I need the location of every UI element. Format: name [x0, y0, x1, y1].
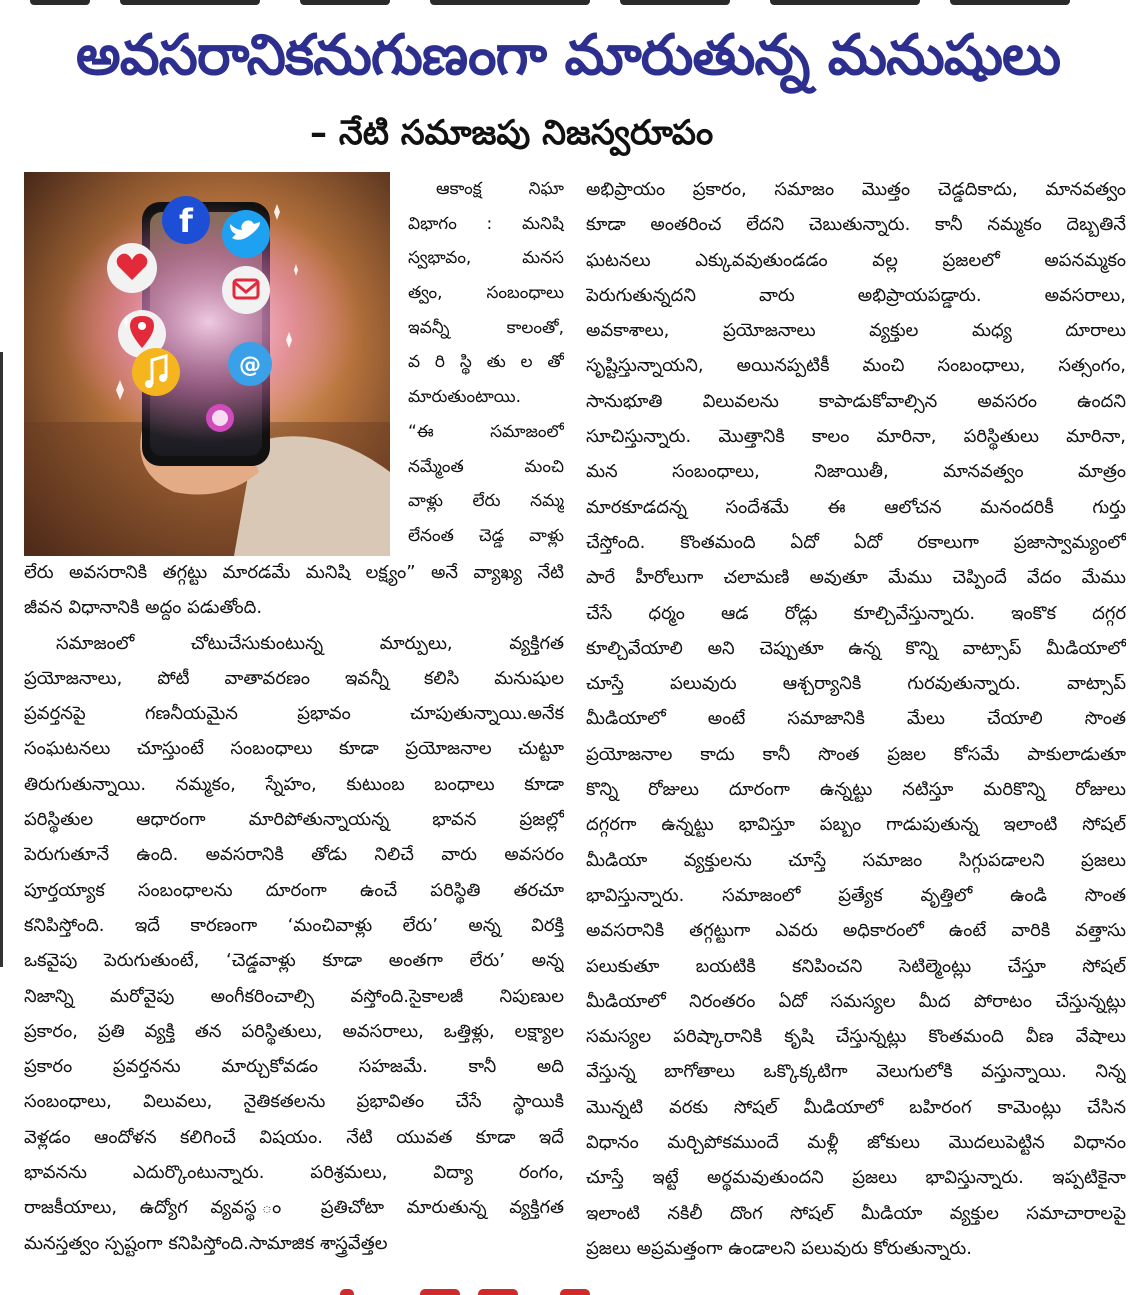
body-text-line: లేరు అవసరానికి తగ్గట్టు మారడమే మనిషి లక్ష్యం” అనే వ్యాఖ్య నేటి — [24, 562, 564, 583]
body-text-line: ప్రయోజనాల కాదు కానీ సొంత ప్రజల కోసమే పాకులాడుతూ — [586, 743, 1126, 765]
twitter-icon — [222, 210, 270, 258]
narrow-text-line: స్వభావం, మనస — [408, 248, 564, 269]
narrow-text-line: వ రి స్థి తు ల తో — [408, 352, 564, 373]
body-text-line: ప్రకారం, ప్రతి వ్యక్తి తన పరిస్థితులు, అవసరాలు, ఒత్తిళ్లు, లక్ష్యాల — [24, 1020, 564, 1042]
body-text-line: మీడియాలో అంటే సమాజానికి మేలు చేయాలి సొంత — [586, 708, 1126, 730]
music-icon — [132, 348, 180, 396]
body-text-line: కూడా అంతరించ లేదని చెబుతున్నారు. కానీ నమ్మకం దెబ్బతినే — [586, 214, 1126, 236]
body-text-line: కనిపిస్తోంది. ఇదే కారణంగా ‘మంచివాళ్లు లేరు’ అన్న విరక్తి — [24, 914, 564, 936]
narrow-text-column — [408, 172, 564, 554]
body-text-line: పూర్తయ్యాక సంబంధాలను దూరంగా ఉంచే పరిస్థితి తరచూ — [24, 879, 564, 901]
body-text-line: ఒకవైపు పెరుగుతుంటే, ‘చెడ్డవాళ్లు కూడా అంతగా లేరు’ అన్న — [24, 950, 564, 972]
narrow-text-line: విభాగం : మనిషి — [408, 213, 564, 234]
bottom-clipped-strip — [0, 1285, 1136, 1295]
top-clipped-text-strip — [0, 0, 1136, 8]
narrow-text-line: త్వం, సంబంధాలు — [408, 283, 564, 304]
body-text-line: ప్రవర్తనపై గణనీయమైన ప్రభావం చూపుతున్నాయి.అనేక — [24, 703, 564, 725]
body-text-line: సూచిస్తున్నారు. మొత్తానికి కాలం మారినా, పరిస్థితులు మారినా, — [586, 426, 1126, 448]
body-text-line: సమాజంలో చోటుచేసుకుంటున్న మార్పులు, వ్యక్తిగత — [56, 632, 564, 654]
body-text-line: వెళ్లడం ఆందోళన కలిగించే విషయం. నేటి యువత కూడా ఇదే — [24, 1126, 564, 1148]
body-text-line: విధానం మర్చిపోకముందే మళ్లీ జోకులు మొదలుపెట్టిన విధానం — [586, 1132, 1126, 1154]
at-sign-icon — [228, 342, 272, 386]
mail-icon — [222, 266, 270, 314]
narrow-text-line: మారుతుంటాయి. — [408, 387, 521, 408]
narrow-text-line: నమ్మేంత మంచి — [408, 456, 564, 477]
body-text-line: భావనను ఎదుర్కొంటున్నారు. పరిశ్రమలు, విద్యా రంగం, — [24, 1162, 564, 1184]
body-text-line: సంఘటనలు చూస్తుంటే సంబంధాలు కూడా ప్రయోజనాల చుట్టూ — [24, 738, 564, 760]
body-text-line: మారకూడదన్న సందేశమే ఈ ఆలోచన మనందరికీ గుర్తు — [586, 496, 1126, 518]
body-text-line: చూస్తే ఇట్టే అర్థమవుతుందని ప్రజలు భావిస్తున్నారు. ఇప్పటికైనా — [586, 1167, 1126, 1189]
body-text-line: పారే హీరోలుగా చలామణి అవుతూ మేము చెప్పిందే వేదం మేము — [586, 567, 1126, 589]
body-text-line: ప్రకారం ప్రవర్తనను మార్చుకోవడం సహజమే. కానీ అది — [24, 1056, 564, 1078]
body-text-line: పరిస్థితుల ఆధారంగా మారిపోతున్నాయన్న భావన ప్రజల్లో — [24, 809, 564, 831]
body-text-line: అవసరానికి తగ్గట్టుగా ఎవరు అధికారంలో ఉంటే వారికి వత్తాసు — [586, 920, 1126, 942]
body-text-line: తిరుగుతున్నాయి. నమ్మకం, స్నేహం, కుటుంబ బంధాలు కూడా — [24, 773, 564, 795]
body-text-line: చేస్తోంది. కొంతమంది ఏదో ఏదో రకాలుగా ప్రజాస్వామ్యంలో — [586, 531, 1126, 553]
right-text-column — [586, 172, 1126, 1266]
body-text-line: చేసే ధర్మం ఆడ రోడ్లు కూల్చివేస్తున్నారు. ఇంకొక దగ్గర — [586, 602, 1126, 624]
body-text-line: చూస్తే పలువురు ఆశ్చర్యానికి గురవుతున్నారు. వాట్సాప్ — [586, 673, 1126, 695]
body-text-line: అభిప్రాయం ప్రకారం, సమాజం మొత్తం చెడ్డదికాదు, మానవత్వం — [586, 179, 1126, 200]
body-text-line: దగ్గరగా ఉన్నట్టు భావిస్తూ పబ్బం గాడుపుతున్న ఇలాంటి సోషల్ — [586, 814, 1126, 836]
body-text-line: మనస్తత్వం స్పష్టంగా కనిపిస్తోంది.సామాజిక శాస్త్రవేత్తల — [24, 1232, 388, 1254]
body-text-line: అవకాశాలు, ప్రయోజనాలు వ్యక్తుల మధ్య దూరాలు — [586, 320, 1126, 342]
narrow-text-line: ఇవన్నీ కాలంతో, — [408, 317, 564, 338]
body-text-line: సానుభూతి విలువలను కాపాడుకోవాల్సిన అవసరం ఉందని — [586, 390, 1126, 412]
left-text-column — [24, 555, 564, 1261]
heart-icon — [107, 243, 157, 293]
body-text-line: భావిస్తున్నారు. సమాజంలో ప్రత్యేక వృత్తిలో ఉండి సొంత — [586, 884, 1126, 906]
body-text-line: మీడియాలో నిరంతరం ఏదో సమస్యల మీద పోరాటం చేస్తున్నట్లు — [586, 990, 1126, 1012]
body-text-line: ప్రయోజనాలు, పోటీ వాతావరణం ఇవన్నీ కలిసి మనుషుల — [24, 667, 564, 689]
svg-text:@: @ — [239, 353, 261, 378]
body-text-line: పెరుగుతున్నదని వారు అభిప్రాయపడ్డారు. అవసరాలు, — [586, 284, 1126, 306]
body-text-line: రాజకీయాలు, ఉద్యోగ వ్యవస్థ ం ప్రతిచోటా మారుతున్న వ్యక్తిగత — [24, 1197, 564, 1219]
body-text-line: జీవన విధానానికి అద్దం పడుతోంది. — [24, 597, 263, 619]
body-text-line: సృష్టిస్తున్నాయని, అయినప్పటికీ మంచి సంబంధాలు, సత్సంగం, — [586, 355, 1126, 377]
body-text-line: ఘటనలు ఎక్కువవుతుండడం వల్ల ప్రజలలో అపనమ్మకం — [586, 249, 1126, 271]
body-text-line: పెరుగుతూనే ఉంది. అవసరానికి తోడు నిలిచే వారు అవసరం — [24, 844, 564, 866]
article-photo — [24, 172, 390, 556]
body-text-line: వేస్తున్న బాగోతాలు ఒక్కొక్కటిగా వెలుగులోకి వస్తున్నాయి. నిన్న — [586, 1061, 1126, 1083]
left-margin-rule — [0, 352, 3, 967]
body-text-line: మన సంబంధాలు, నిజాయితీ, మానవత్వం మాత్రం — [586, 461, 1126, 483]
body-text-line: మొన్నటి వరకు సోషల్ మీడియాలో బహిరంగ కామెంట్లు చేసిన — [586, 1096, 1126, 1118]
body-text-line: ప్రజలు అప్రమత్తంగా ఉండాలని పలువురు కోరుతున్నారు. — [586, 1237, 972, 1259]
body-text-line: పలుకుతూ బయటికి కనిపించని సెటిల్మెంట్లు చేస్తూ సోషల్ — [586, 955, 1126, 977]
body-text-line: కొన్ని రోజులు దూరంగా ఉన్నట్టు నటిస్తూ మరికొన్ని రోజులు — [586, 779, 1126, 801]
body-text-line: మీడియా వ్యక్తులను చూస్తే సమాజం సిగ్గుపడాలని ప్రజలు — [586, 849, 1126, 871]
article-subheadline: – నేటి సమాజపు నిజస్వరూపం — [310, 113, 714, 153]
body-text-line: నిజాన్ని మరోవైపు అంగీకరించాల్సి వస్తోంది.సైకాలజీ నిపుణుల — [24, 985, 564, 1007]
narrow-text-line: వాళ్లు లేరు నమ్మ — [408, 491, 564, 512]
body-text-line: సంబంధాలు, విలువలు, నైతికతలను ప్రభావితం చేసే స్థాయికి — [24, 1091, 564, 1113]
body-text-line: సమస్యల పరిష్కారానికి కృషి చేస్తున్నట్లు కొంతమంది వీణ వేషాలు — [586, 1026, 1126, 1048]
narrow-text-line: లేనంత చెడ్డ వాళ్లు — [408, 525, 564, 546]
svg-text:f: f — [179, 202, 193, 240]
facebook-icon — [162, 196, 210, 244]
body-text-line: కూల్చివేయాలి అని చెప్పుతూ ఉన్న కొన్ని వాట్సాప్ మీడియాలో — [586, 637, 1126, 659]
article-headline: అవసరానికనుగుణంగా మారుతున్న మనుషులు — [75, 23, 1061, 88]
narrow-text-line: ఆకాంక్ష నిఘా — [436, 179, 564, 199]
body-text-line: ఇలాంటి నకిలీ దొంగ సోషల్ మీడియా వ్యక్తుల సమాచారాలపై — [586, 1202, 1126, 1224]
narrow-text-line: “ఈ సమాజంలో — [408, 421, 564, 442]
